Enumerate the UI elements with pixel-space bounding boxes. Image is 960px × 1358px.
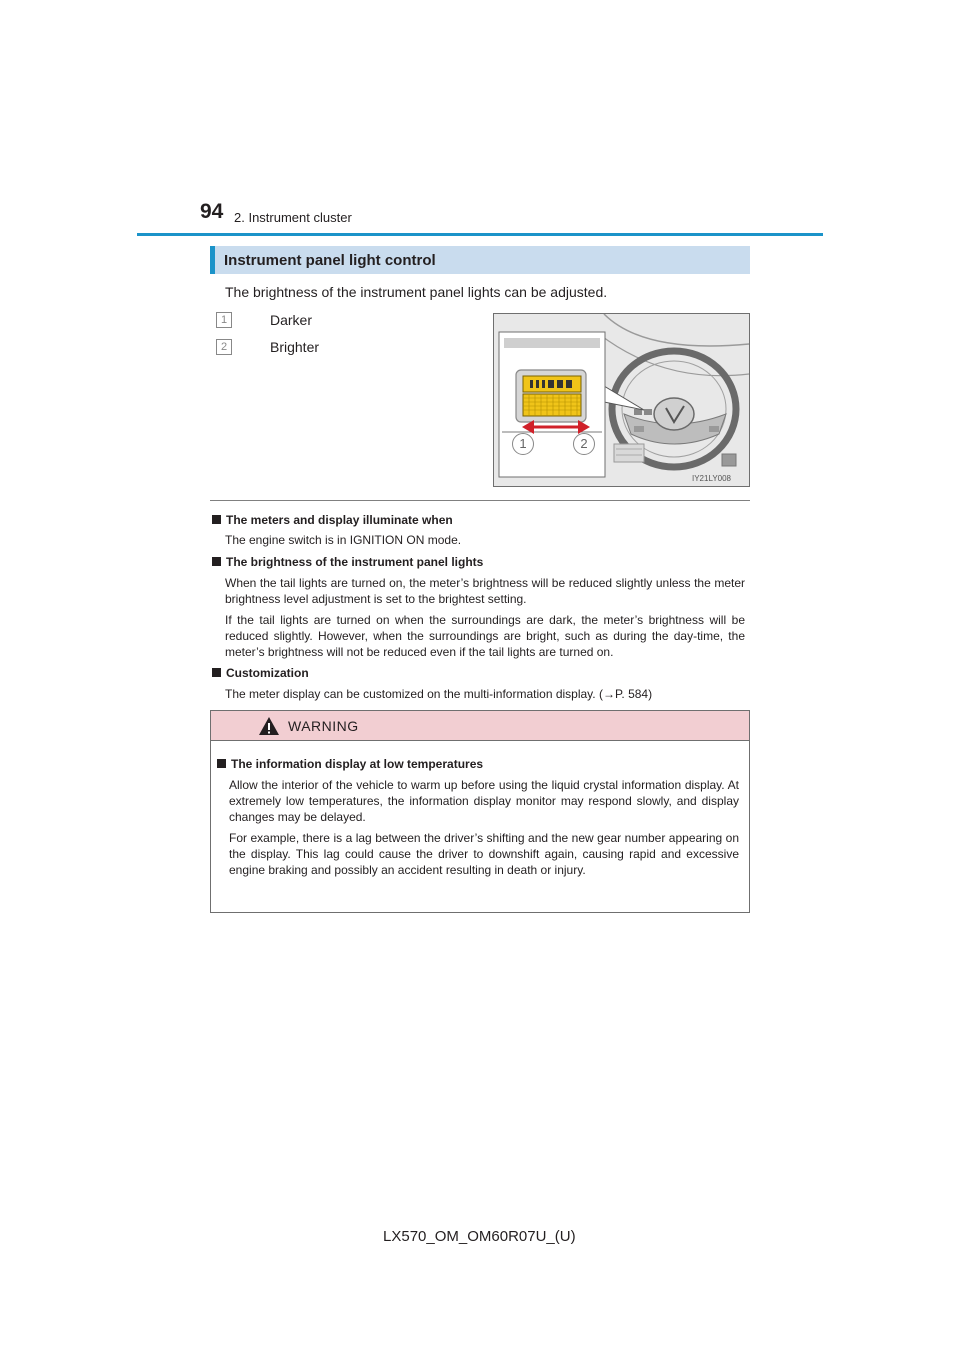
warning-title: WARNING — [288, 718, 359, 734]
square-bullet-icon — [212, 515, 221, 524]
note-body: The engine switch is in IGNITION ON mode. — [225, 533, 462, 547]
section-title: Instrument panel light control — [224, 252, 436, 269]
item-number-1: 1 — [216, 312, 232, 328]
note-heading-brightness: The brightness of the instrument panel lights — [212, 555, 483, 569]
illustration-marker-1: 1 — [512, 433, 534, 455]
square-bullet-icon — [212, 668, 221, 677]
illustration-code: IY21LY008 — [692, 474, 731, 483]
section-divider — [210, 500, 750, 501]
note-body: When the tail lights are turned on, the meter’s brightness will be reduced slightly unless the meter brightness level adjustment is set to the brightest setting. — [225, 576, 745, 606]
dial-illustration — [493, 313, 750, 487]
chapter-title: 2. Instrument cluster — [234, 210, 352, 225]
square-bullet-icon — [217, 759, 226, 768]
warning-heading: The information display at low temperatures — [217, 757, 483, 771]
item-label-brighter: Brighter — [270, 339, 320, 355]
illustration-marker-2: 2 — [573, 433, 595, 455]
square-bullet-icon — [212, 557, 221, 566]
header-rule — [137, 233, 823, 236]
warning-body: For example, there is a lag between the driver’s shifting and the new gear number appearing on the display. This lag could cause the driver to downshift again, causing rapid and excessive engine braking and possibly an accident resulting in death or injury. — [229, 831, 739, 877]
note-heading-customization: Customization — [212, 666, 309, 680]
item-label-darker: Darker — [270, 312, 313, 328]
footer-document-code: LX570_OM_OM60R07U_(U) — [383, 1228, 576, 1245]
warning-triangle-icon — [258, 716, 280, 741]
section-intro: The brightness of the instrument panel lights can be adjusted. — [225, 284, 608, 300]
note-body: If the tail lights are turned on when the surroundings are dark, the meter’s brightness will be reduced slightly. However, when the surroundings are bright, such as during the day-time, the meter’s brightness will not be reduced even if the tail lights are turned on. — [225, 613, 745, 659]
item-number-2: 2 — [216, 339, 232, 355]
page-number: 94 — [200, 200, 224, 223]
warning-body: Allow the interior of the vehicle to warm up before using the liquid crystal information display. At extremely low temperatures, the information display monitor may respond slowly, and display changes may be delayed. — [229, 778, 739, 824]
note-heading-illuminate: The meters and display illuminate when — [212, 513, 453, 527]
note-body-customization: The meter display can be customized on the multi-information display. (→P. 584) — [225, 687, 653, 701]
